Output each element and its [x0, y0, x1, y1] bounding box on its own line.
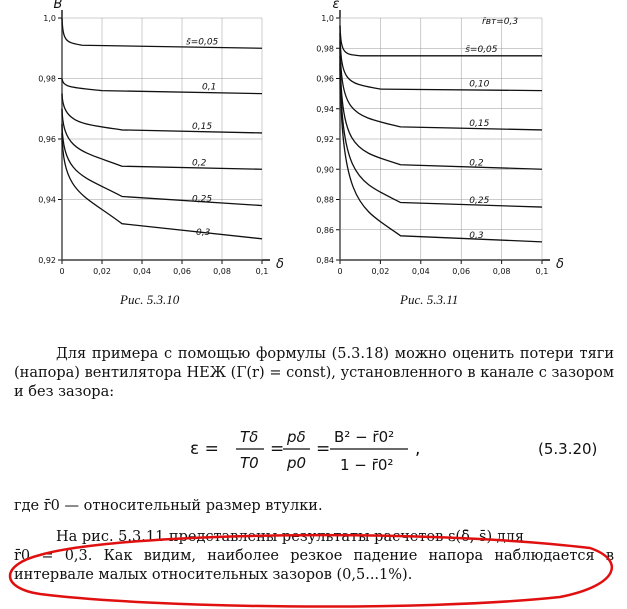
paragraph-3-rest: r̄0 = 0,3. Как видим, наиболее резкое падение напора наблюдается в интервале малых относительных зазоров (0,5...1%).	[14, 548, 614, 583]
y-axis-label: B	[53, 0, 63, 12]
eq-num1: Tδ	[240, 428, 259, 446]
y-tick-label: 0,96	[316, 74, 334, 84]
series-line	[340, 33, 542, 90]
y-tick-label: 0,88	[316, 195, 334, 205]
series-label: 0,25	[192, 194, 213, 205]
eq-eq1: =	[270, 439, 285, 459]
x-tick-label: 0,04	[411, 267, 430, 276]
eq-den2: p0	[287, 454, 307, 472]
series-label: 0,25	[469, 196, 490, 207]
eq-num3: B² − r̄0²	[334, 428, 395, 446]
y-tick-label: 0,90	[316, 165, 334, 175]
x-tick-label: 0,08	[213, 267, 231, 276]
y-tick-label: 0,96	[38, 135, 56, 144]
x-tick-label: 0,1	[535, 267, 549, 276]
series-line	[62, 133, 262, 239]
x-tick-label: 0,08	[492, 267, 511, 276]
series-line	[340, 41, 542, 130]
series-label: 0,3	[469, 230, 484, 241]
eq-comma: ,	[415, 439, 421, 459]
eq-eq2: =	[316, 439, 331, 459]
x-tick-label: 0	[59, 267, 65, 276]
series-label: 0,2	[192, 158, 207, 169]
series-label: s̄=0,05	[186, 37, 219, 48]
series-line	[340, 26, 542, 56]
y-tick-label: 0,86	[316, 225, 334, 235]
x-tick-label: 0,1	[255, 267, 269, 276]
caption-left: Рис. 5.3.10	[120, 292, 180, 307]
series-label: 0,1	[202, 82, 217, 93]
x-tick-label: 0,06	[452, 267, 471, 276]
equation-5-3-20	[0, 410, 627, 490]
caption-right: Рис. 5.3.11	[400, 292, 459, 307]
paragraph-2-text: где r̄0 — относительный размер втулки.	[14, 498, 323, 514]
y-tick-label: 1,0	[43, 14, 56, 23]
series-label: 0,2	[469, 158, 484, 169]
y-tick-label: 0,98	[316, 44, 334, 54]
series-line	[62, 18, 262, 48]
x-tick-label: 0,02	[371, 267, 390, 276]
y-axis-label: ε	[332, 0, 340, 12]
paragraph-2	[14, 497, 614, 516]
series-label: 0,10	[469, 79, 490, 90]
x-tick-label: 0,04	[133, 267, 151, 276]
eq-num2: pδ	[287, 428, 306, 446]
y-tick-label: 0,92	[38, 256, 56, 265]
series-line	[62, 79, 262, 94]
x-tick-label: 0	[337, 267, 343, 276]
y-tick-label: 0,92	[316, 135, 334, 144]
paragraph-3	[14, 528, 614, 585]
x-axis-label: δ	[276, 257, 284, 272]
chart-left	[0, 0, 300, 285]
x-tick-label: 0,02	[93, 267, 111, 276]
series-line	[62, 121, 262, 206]
x-tick-label: 0,06	[173, 267, 191, 276]
series-label: 0,15	[192, 121, 213, 132]
param-label: r̄вт=0,3	[482, 17, 519, 27]
eq-epsilon: ε =	[190, 439, 219, 459]
x-axis-label: δ	[556, 257, 564, 272]
paragraph-1	[14, 345, 614, 402]
y-tick-label: 0,98	[38, 74, 56, 84]
y-tick-label: 0,94	[316, 104, 334, 114]
chart-right	[300, 0, 620, 285]
paragraph-3-line1: На рис. 5.3.11 представлены результаты расчетов ε(δ̄, s̄) для	[56, 529, 525, 545]
eq-den3: 1 − r̄0²	[340, 456, 394, 474]
series-label: s̄=0,05	[465, 44, 498, 55]
eq-number: (5.3.20)	[538, 440, 598, 458]
series-label: 0,3	[196, 227, 211, 238]
y-tick-label: 0,84	[316, 256, 334, 265]
paragraph-1-text: Для примера с помощью формулы (5.3.18) можно оценить потери тяги (напора) вентилятора НЕЖ (Γ(r) = const), установленного в канале с зазором и без зазора:	[14, 346, 614, 400]
series-line	[62, 94, 262, 133]
eq-den1: T0	[240, 454, 259, 472]
y-tick-label: 0,94	[38, 195, 56, 205]
y-tick-label: 1,0	[321, 14, 334, 23]
series-label: 0,15	[469, 118, 490, 129]
